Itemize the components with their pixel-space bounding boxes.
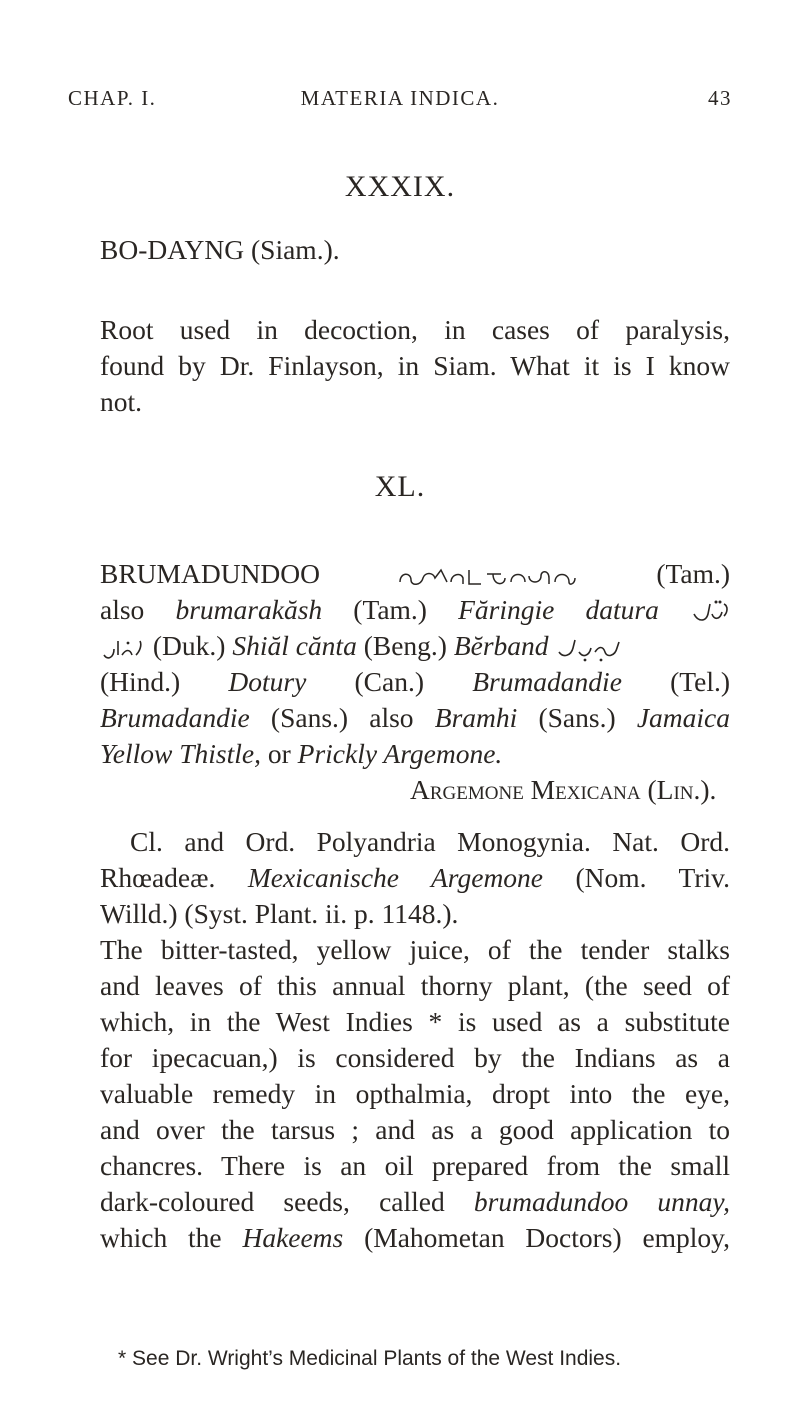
- synonyms-line-3: (Duk.) Shiăl cănta (Beng.) Bĕrband: [100, 628, 730, 664]
- synonyms-line-1: BRUMADUNDOO (Tam.): [100, 558, 730, 589]
- page-number: 43: [708, 86, 732, 110]
- persian-script-glyphs-3: [555, 634, 625, 664]
- synonyms-line-4: (Hind.) Dotury (Can.) Brumadandie (Tel.): [100, 666, 731, 697]
- chapter-label: CHAP. I.: [68, 86, 157, 110]
- persian-script-glyphs-2: [100, 635, 146, 663]
- description-paragraph: The bitter-tasted, yellow juice, of the tender stalks and leaves of this annual thorny plant, (the seed of which, in the West Indies * is used as a substitute for ipecacuan,) is considered by the Indians as a valuable remedy in opthalmia, dropt into the eye, and over the tarsus ; and as a good application to chancres. There is an oil prepared from the small dark-coloured seeds, called brumadundoo unnay, which the Hakeems (Mahometan Doctors) employ,: [100, 934, 731, 1253]
- section-numeral-39: XXXIX.: [344, 170, 456, 203]
- synonyms-line-2: also brumarakăsh (Tam.) Făringie datura: [100, 592, 730, 628]
- tamil-script-glyphs: [397, 564, 579, 590]
- book-title: MATERIA INDICA.: [300, 86, 500, 110]
- persian-script-glyphs: [690, 598, 730, 628]
- synonyms-line-5: Brumadandie (Sans.) also Bramhi (Sans.) Jamaica: [100, 702, 730, 733]
- footnote: * See Dr. Wright’s Medicinal Plants of the West Indies.: [118, 1347, 622, 1370]
- section-title-bo-dayng: BO-DAYNG (Siam.).: [100, 234, 340, 265]
- classification-paragraph: Cl. and Ord. Polyandria Monogynia. Nat. Ord. Rhœadeæ. Mexicanische Argemone (Nom. Triv. Willd.) (Syst. Plant. ii. p. 1148.).: [100, 826, 731, 929]
- paragraph-bo-dayng: Root used in decoction, in cases of paralysis, found by Dr. Finlayson, in Siam. What it is I know not.: [100, 314, 730, 417]
- botanical-name: Argemone Mexicana (Lin.).: [410, 774, 717, 805]
- synonyms-paragraph: [100, 556, 730, 772]
- synonyms-line-6: Yellow Thistle, or Prickly Argemone.: [100, 738, 503, 769]
- section-numeral-40: XL.: [374, 470, 426, 503]
